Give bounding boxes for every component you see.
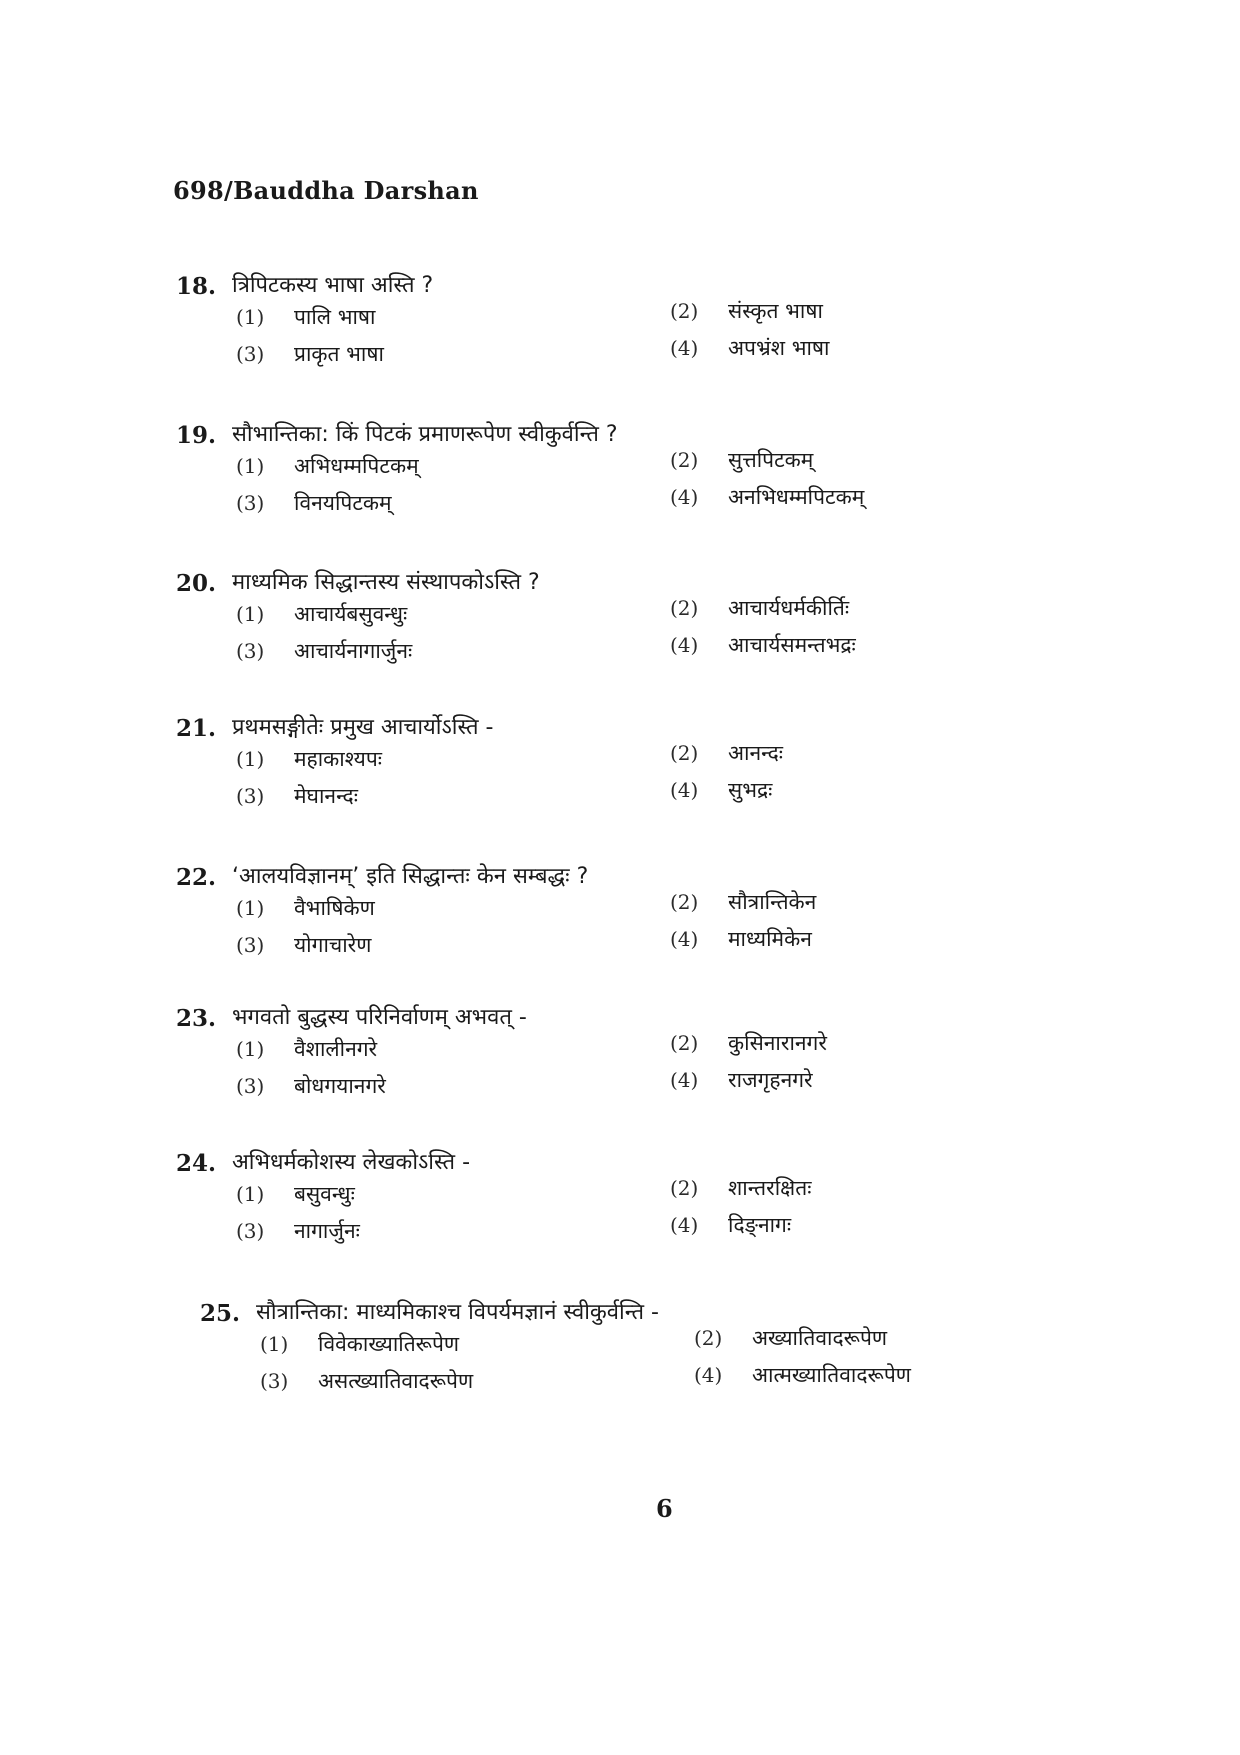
- option-4: [670, 776, 772, 804]
- question-text: ‘आलयविज्ञानम्’ इति सिद्धान्तः केन सम्बद्धः ?: [232, 864, 589, 889]
- option-number: (4): [670, 633, 699, 657]
- question-text: प्रथमसङ्गीतेः प्रमुख आचार्योऽस्ति -: [232, 715, 494, 740]
- option-2: [670, 594, 849, 622]
- question-text: सौभान्तिका: किं पिटकं प्रमाणरूपेण स्वीकुर्वन्ति ?: [232, 422, 618, 447]
- option-text: शान्तरक्षितः: [728, 1176, 812, 1200]
- option-text: आचार्यबसुवन्धुः: [294, 602, 408, 626]
- option-text: मेघानन्दः: [294, 784, 358, 808]
- option-text: सुभद्रः: [728, 778, 773, 802]
- option-1: [236, 894, 375, 922]
- question-20: [176, 570, 996, 690]
- question-number: 20.: [176, 570, 217, 597]
- option-1: [236, 1035, 377, 1063]
- option-number: (1): [236, 1182, 265, 1206]
- question-24: [176, 1150, 996, 1270]
- option-number: (4): [670, 1213, 699, 1237]
- option-number: (3): [260, 1369, 289, 1393]
- option-3: [236, 1072, 386, 1100]
- option-2: [694, 1324, 887, 1352]
- option-1: [236, 600, 407, 628]
- question-number: 21.: [176, 715, 217, 742]
- option-number: (3): [236, 1074, 265, 1098]
- option-number: (4): [670, 1068, 699, 1092]
- option-text: बसुवन्धुः: [294, 1182, 355, 1206]
- option-number: (4): [670, 778, 699, 802]
- question-19: [176, 422, 996, 542]
- paper-code-header: 698/Bauddha Darshan: [173, 176, 479, 205]
- option-number: (2): [670, 596, 699, 620]
- option-number: (2): [670, 1031, 699, 1055]
- option-text: योगाचारेण: [294, 933, 372, 957]
- option-text: वैशालीनगरे: [294, 1037, 378, 1061]
- option-2: [670, 1029, 827, 1057]
- option-2: [670, 446, 813, 474]
- option-text: अभिधम्मपिटकम्: [294, 454, 419, 478]
- page-number: 6: [656, 1494, 673, 1523]
- option-number: (1): [236, 1037, 265, 1061]
- question-18: [176, 273, 996, 393]
- option-1: [236, 303, 376, 331]
- option-text: महाकाश्यपः: [294, 747, 382, 771]
- option-number: (3): [236, 1219, 265, 1243]
- option-4: [670, 1066, 813, 1094]
- option-number: (2): [670, 448, 699, 472]
- question-number: 24.: [176, 1150, 217, 1177]
- option-number: (1): [260, 1332, 289, 1356]
- option-text: असत्ख्यातिवादरूपेण: [318, 1369, 474, 1393]
- option-text: सुत्तपिटकम्: [728, 448, 814, 472]
- option-1: [260, 1330, 459, 1358]
- option-number: (4): [670, 485, 699, 509]
- question-25: [200, 1300, 1020, 1420]
- option-2: [670, 888, 816, 916]
- question-number: 25.: [200, 1300, 241, 1327]
- option-number: (1): [236, 454, 265, 478]
- option-3: [236, 782, 358, 810]
- option-number: (2): [670, 299, 699, 323]
- option-text: विनयपिटकम्: [294, 491, 392, 515]
- option-text: अनभिधम्मपिटकम्: [728, 485, 865, 509]
- question-text: सौत्रान्तिका: माध्यमिकाश्च विपर्यमज्ञानं स्वीकुर्वन्ति -: [256, 1300, 659, 1325]
- option-3: [236, 1217, 360, 1245]
- question-text: माध्यमिक सिद्धान्तस्य संस्थापकोऽस्ति ?: [232, 570, 540, 595]
- option-text: आत्मख्यातिवादरूपेण: [752, 1363, 911, 1387]
- option-text: वैभाषिकेण: [294, 896, 375, 920]
- option-number: (3): [236, 342, 265, 366]
- option-number: (3): [236, 933, 265, 957]
- option-2: [670, 739, 783, 767]
- option-text: नागार्जुनः: [294, 1219, 360, 1243]
- question-number: 19.: [176, 422, 217, 449]
- option-text: आचार्यनागार्जुनः: [294, 639, 413, 663]
- option-4: [694, 1361, 911, 1389]
- option-text: माध्यमिकेन: [728, 927, 812, 951]
- option-2: [670, 297, 823, 325]
- option-3: [236, 340, 384, 368]
- option-text: अख्यातिवादरूपेण: [752, 1326, 888, 1350]
- option-2: [670, 1174, 811, 1202]
- option-3: [236, 637, 412, 665]
- option-number: (2): [670, 890, 699, 914]
- option-text: पालि भाषा: [294, 305, 376, 329]
- option-number: (4): [694, 1363, 723, 1387]
- question-23: [176, 1005, 996, 1125]
- option-3: [260, 1367, 473, 1395]
- option-text: अपभ्रंश भाषा: [728, 336, 830, 360]
- option-text: आनन्दः: [728, 741, 783, 765]
- option-text: संस्कृत भाषा: [728, 299, 823, 323]
- option-4: [670, 334, 829, 362]
- option-number: (2): [670, 1176, 699, 1200]
- option-text: बोधगयानगरे: [294, 1074, 386, 1098]
- option-text: कुसिनारानगरे: [728, 1031, 827, 1055]
- question-22: [176, 864, 996, 984]
- option-text: विवेकाख्यातिरूपेण: [318, 1332, 460, 1356]
- option-number: (4): [670, 336, 699, 360]
- option-number: (1): [236, 602, 265, 626]
- option-number: (2): [670, 741, 699, 765]
- option-number: (3): [236, 639, 265, 663]
- question-number: 23.: [176, 1005, 217, 1032]
- option-number: (4): [670, 927, 699, 951]
- option-4: [670, 925, 812, 953]
- option-4: [670, 483, 864, 511]
- question-text: भगवतो बुद्धस्य परिनिर्वाणम् अभवत् -: [232, 1005, 527, 1030]
- option-text: आचार्यधर्मकीर्तिः: [728, 596, 850, 620]
- option-1: [236, 452, 419, 480]
- option-number: (2): [694, 1326, 723, 1350]
- option-number: (1): [236, 747, 265, 771]
- question-text: अभिधर्मकोशस्य लेखकोऽस्ति -: [232, 1150, 471, 1175]
- question-text: त्रिपिटकस्य भाषा अस्ति ?: [232, 273, 434, 298]
- option-number: (3): [236, 491, 265, 515]
- option-1: [236, 745, 382, 773]
- option-text: दिङ्नागः: [728, 1213, 792, 1237]
- question-21: [176, 715, 996, 835]
- option-3: [236, 931, 371, 959]
- option-1: [236, 1180, 355, 1208]
- option-number: (3): [236, 784, 265, 808]
- option-4: [670, 631, 856, 659]
- option-text: सौत्रान्तिकेन: [728, 890, 817, 914]
- question-number: 22.: [176, 864, 217, 891]
- option-number: (1): [236, 896, 265, 920]
- option-3: [236, 489, 392, 517]
- option-4: [670, 1211, 791, 1239]
- question-number: 18.: [176, 273, 217, 300]
- option-text: प्राकृत भाषा: [294, 342, 384, 366]
- option-text: राजगृहनगरे: [728, 1068, 813, 1092]
- option-number: (1): [236, 305, 265, 329]
- option-text: आचार्यसमन्तभद्रः: [728, 633, 856, 657]
